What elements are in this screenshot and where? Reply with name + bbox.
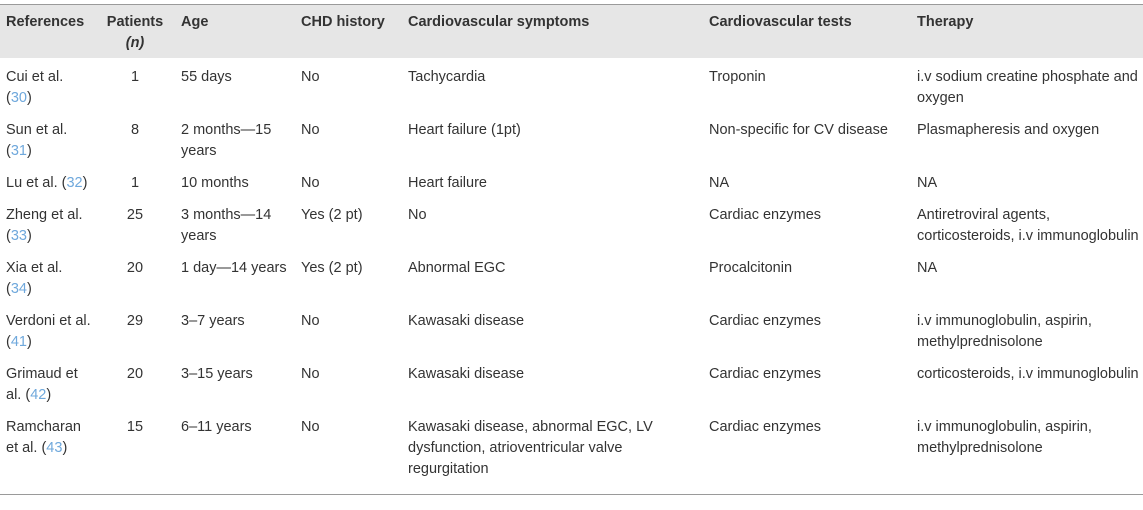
header-symptoms: Cardiovascular symptoms <box>402 5 703 59</box>
reference-authors: Ramcharan et al. <box>6 419 81 456</box>
reference-authors: Verdoni et al. <box>6 313 91 329</box>
cell-chd: No <box>301 175 320 191</box>
reference-link[interactable]: 43 <box>46 440 63 456</box>
reference-authors: Xia et al. <box>6 260 63 276</box>
header-patients <box>95 5 175 59</box>
reference-link[interactable]: 31 <box>10 143 27 159</box>
reference-link[interactable]: 30 <box>10 90 27 106</box>
reference-link[interactable]: 34 <box>10 281 27 297</box>
cell-symptoms: No <box>408 207 427 223</box>
table-row <box>0 58 1143 113</box>
header-row <box>0 5 1143 59</box>
table-row <box>0 113 1143 166</box>
cell-therapy: NA <box>917 260 938 276</box>
cell-reference: Sun et al. (31) <box>6 122 68 159</box>
cell-chd: No <box>301 69 320 85</box>
reference-link[interactable]: 42 <box>30 387 47 403</box>
cell-age: 55 days <box>181 69 232 85</box>
clinical-table <box>0 4 1143 495</box>
cell-chd: Yes (2 pt) <box>301 260 363 276</box>
reference-link[interactable]: 41 <box>10 334 27 350</box>
cell-therapy: i.v immunoglobulin, aspirin, methylprednisolone <box>911 410 1143 495</box>
cell-patients: 8 <box>130 122 140 138</box>
cell-therapy: i.v immunoglobulin, aspirin, methylprednisolone <box>917 313 1092 350</box>
cell-chd: Yes (2 pt) <box>301 207 363 223</box>
cell-tests: Procalcitonin <box>709 260 793 276</box>
cell-reference: Lu et al. (32) <box>6 175 88 191</box>
table-row <box>0 304 1143 357</box>
cell-patients: 1 <box>130 69 140 85</box>
cell-tests: Cardiac enzymes <box>709 366 822 382</box>
cell-tests: Troponin <box>709 69 766 85</box>
cell-therapy: i.v sodium creatine phosphate and oxygen <box>917 69 1138 106</box>
cell-chd: No <box>301 366 320 382</box>
cell-tests: Cardiac enzymes <box>709 313 822 329</box>
cell-reference: Ramcharan et al. (43) <box>0 410 95 495</box>
table-row <box>0 198 1143 251</box>
table-row <box>0 166 1143 198</box>
table-header <box>0 5 1143 59</box>
cell-tests: Cardiac enzymes <box>709 207 822 223</box>
header-patients-n: (n) <box>125 35 145 51</box>
table-row <box>0 410 1143 495</box>
header-patients-label: Patients <box>106 14 164 30</box>
cell-reference: Cui et al. (30) <box>6 69 64 106</box>
cell-patients: 25 <box>126 207 144 223</box>
cell-symptoms: Kawasaki disease <box>408 313 525 329</box>
cell-tests: Non-specific for CV disease <box>709 122 888 138</box>
cell-symptoms: Tachycardia <box>408 69 486 85</box>
cell-reference: Xia et al. (34) <box>6 260 63 297</box>
cell-therapy: Plasmapheresis and oxygen <box>917 122 1100 138</box>
cell-patients: 20 <box>126 260 144 276</box>
cell-therapy: Antiretroviral agents, corticosteroids, i.v immunoglobulin <box>917 207 1139 244</box>
cell-chd: No <box>301 313 320 329</box>
cell-age: 3 months—14 years <box>181 207 272 244</box>
cell-patients: 29 <box>126 313 144 329</box>
reference-authors: Cui et al. <box>6 69 64 85</box>
header-age: Age <box>175 5 295 59</box>
reference-link[interactable]: 33 <box>10 228 27 244</box>
reference-authors: Grimaud et al. <box>6 366 78 403</box>
cell-reference: Zheng et al. (33) <box>6 207 83 244</box>
cell-chd: No <box>295 410 402 495</box>
reference-authors: Lu et al. <box>6 175 58 191</box>
cell-symptoms: Kawasaki disease, abnormal EGC, LV dysfunction, atrioventricular valve regurgitation <box>402 410 703 495</box>
header-references: References <box>0 5 95 59</box>
cell-age: 6–11 years <box>175 410 295 495</box>
header-therapy: Therapy <box>911 5 1143 59</box>
table-body <box>0 58 1143 495</box>
table-row <box>0 251 1143 304</box>
header-tests: Cardiovascular tests <box>703 5 911 59</box>
cell-tests: NA <box>709 175 730 191</box>
cell-age: 1 day—14 years <box>181 260 287 276</box>
cell-reference: Grimaud et al. (42) <box>6 366 78 403</box>
cell-age: 3–15 years <box>181 366 253 382</box>
cell-reference: Verdoni et al. (41) <box>6 313 91 350</box>
cell-symptoms: Abnormal EGC <box>408 260 506 276</box>
cell-chd: No <box>301 122 320 138</box>
reference-authors: Sun et al. <box>6 122 68 138</box>
cell-patients: 1 <box>130 175 140 191</box>
cell-symptoms: Heart failure <box>408 175 487 191</box>
cell-age: 2 months—15 years <box>181 122 272 159</box>
cell-tests: Cardiac enzymes <box>703 410 911 495</box>
cell-patients: 20 <box>126 366 144 382</box>
cell-therapy: corticosteroids, i.v immunoglobulin <box>917 366 1139 382</box>
reference-authors: Zheng et al. <box>6 207 83 223</box>
cell-patients: 15 <box>95 410 175 495</box>
header-chd: CHD history <box>295 5 402 59</box>
cell-therapy: NA <box>917 175 938 191</box>
cell-symptoms: Heart failure (1pt) <box>408 122 521 138</box>
cell-symptoms: Kawasaki disease <box>408 366 525 382</box>
table-row <box>0 357 1143 410</box>
cell-age: 10 months <box>181 175 249 191</box>
reference-link[interactable]: 32 <box>66 175 83 191</box>
cell-age: 3–7 years <box>181 313 245 329</box>
